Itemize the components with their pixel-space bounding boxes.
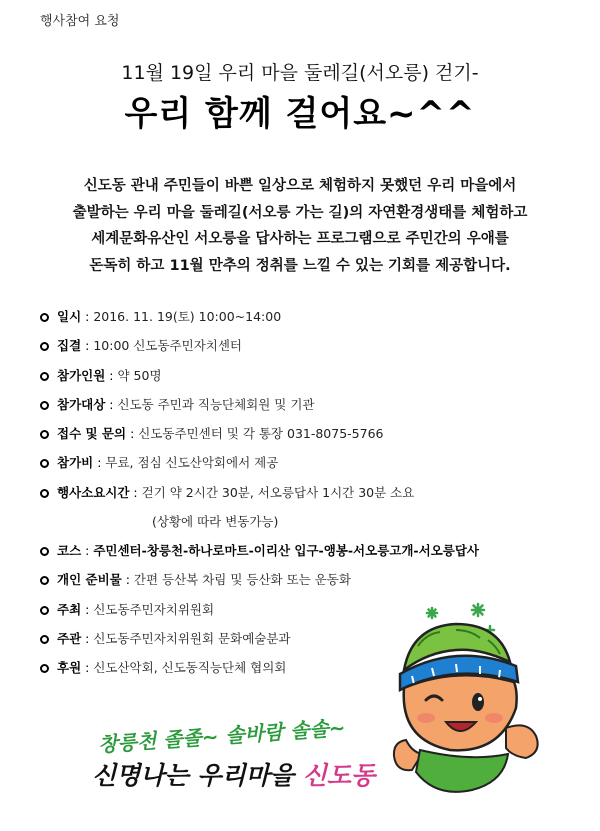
detail-supplies bbox=[40, 565, 580, 594]
event-subtitle: 11월 19일 우리 마을 둘레길(서오릉) 걷기- bbox=[121, 62, 479, 84]
slogan-line-2 bbox=[92, 756, 375, 792]
detail-label: 주관 : bbox=[57, 631, 93, 646]
slogan-line-1: 창릉천 졸졸~ 솔바람 솔솔~ bbox=[97, 715, 347, 757]
detail-value: 신도산악회, 신도동직능단체 협의회 bbox=[93, 660, 287, 676]
detail-label: 후원 : bbox=[57, 660, 93, 675]
bullet-icon bbox=[40, 430, 49, 439]
detail-label: 참가비 : bbox=[57, 455, 105, 470]
bullet-icon bbox=[40, 576, 49, 585]
detail-value: 걷기 약 2시간 30분, 서오릉답사 1시간 30분 소요 bbox=[141, 484, 415, 500]
detail-participants bbox=[40, 361, 580, 390]
detail-label: 코스 : bbox=[57, 543, 93, 558]
detail-contact bbox=[40, 419, 580, 448]
detail-meeting bbox=[40, 331, 580, 360]
request-tag: 행사참여 요청 bbox=[40, 14, 120, 29]
intro-line: 출발하는 우리 마을 둘레길(서오릉 가는 길)의 자연환경생태를 체험하고 bbox=[72, 204, 528, 221]
detail-course bbox=[40, 536, 580, 565]
intro-paragraph bbox=[40, 173, 560, 279]
detail-label: 접수 및 문의 : bbox=[57, 426, 138, 441]
bullet-icon bbox=[40, 547, 49, 556]
detail-fee bbox=[40, 448, 580, 477]
detail-value: 신도동주민자치위원회 bbox=[93, 601, 215, 617]
detail-value: 무료, 점심 신도산악회에서 제공 bbox=[105, 455, 279, 471]
detail-value: 약 50명 bbox=[117, 367, 162, 383]
detail-value: 10:00 신도동주민자치센터 bbox=[93, 338, 242, 354]
detail-duration-note: (상황에 따라 변동가능) bbox=[152, 514, 279, 530]
intro-line: 신도동 관내 주민들이 바쁜 일상으로 체험하지 못했던 우리 마을에서 bbox=[83, 178, 517, 194]
bullet-icon bbox=[40, 664, 49, 673]
slogan-accent: 신도동 bbox=[302, 761, 376, 790]
detail-duration bbox=[40, 478, 580, 507]
bullet-icon bbox=[40, 342, 49, 351]
bullet-icon bbox=[40, 401, 49, 410]
mascot-character bbox=[360, 600, 550, 800]
detail-label: 참가인원 : bbox=[57, 368, 117, 383]
detail-label: 일시 : bbox=[57, 309, 93, 324]
detail-value: 주민센터-창릉천-하나로마트-이리산 입구-앵봉-서오릉고개-서오릉답사 bbox=[93, 543, 479, 559]
bullet-icon bbox=[40, 635, 49, 644]
bullet-icon bbox=[40, 489, 49, 498]
slogan-prefix: 신명나는 우리마을 bbox=[92, 761, 303, 790]
detail-label: 집결 : bbox=[57, 338, 93, 353]
detail-label: 주최 : bbox=[57, 602, 93, 617]
detail-value: 간편 등산복 차림 및 등산화 또는 운동화 bbox=[133, 572, 351, 588]
detail-value: 신도동주민자치위원회 문화예술분과 bbox=[93, 630, 291, 646]
event-headline: 우리 함께 걸어요~^^ bbox=[124, 94, 476, 134]
detail-label: 참가대상 : bbox=[57, 397, 117, 412]
detail-value: 신도동 주민과 직능단체회원 및 기관 bbox=[117, 396, 315, 412]
detail-value: 2016. 11. 19(토) 10:00~14:00 bbox=[93, 309, 282, 324]
detail-value: 신도동주민센터 및 각 통장 031-8075-5766 bbox=[138, 426, 384, 442]
bullet-icon bbox=[40, 372, 49, 381]
intro-line: 세계문화유산인 서오릉을 답사하는 프로그램으로 주민간의 우애를 bbox=[91, 231, 509, 247]
detail-target bbox=[40, 390, 580, 419]
detail-label: 개인 준비물 : bbox=[57, 572, 134, 587]
intro-line: 돈독히 하고 11월 만추의 정취를 느낄 수 있는 기회를 제공합니다. bbox=[89, 257, 511, 274]
bullet-icon bbox=[40, 606, 49, 615]
detail-date bbox=[40, 302, 580, 331]
bullet-icon bbox=[40, 459, 49, 468]
bullet-icon bbox=[40, 313, 49, 322]
detail-label: 행사소요시간 : bbox=[57, 485, 142, 500]
